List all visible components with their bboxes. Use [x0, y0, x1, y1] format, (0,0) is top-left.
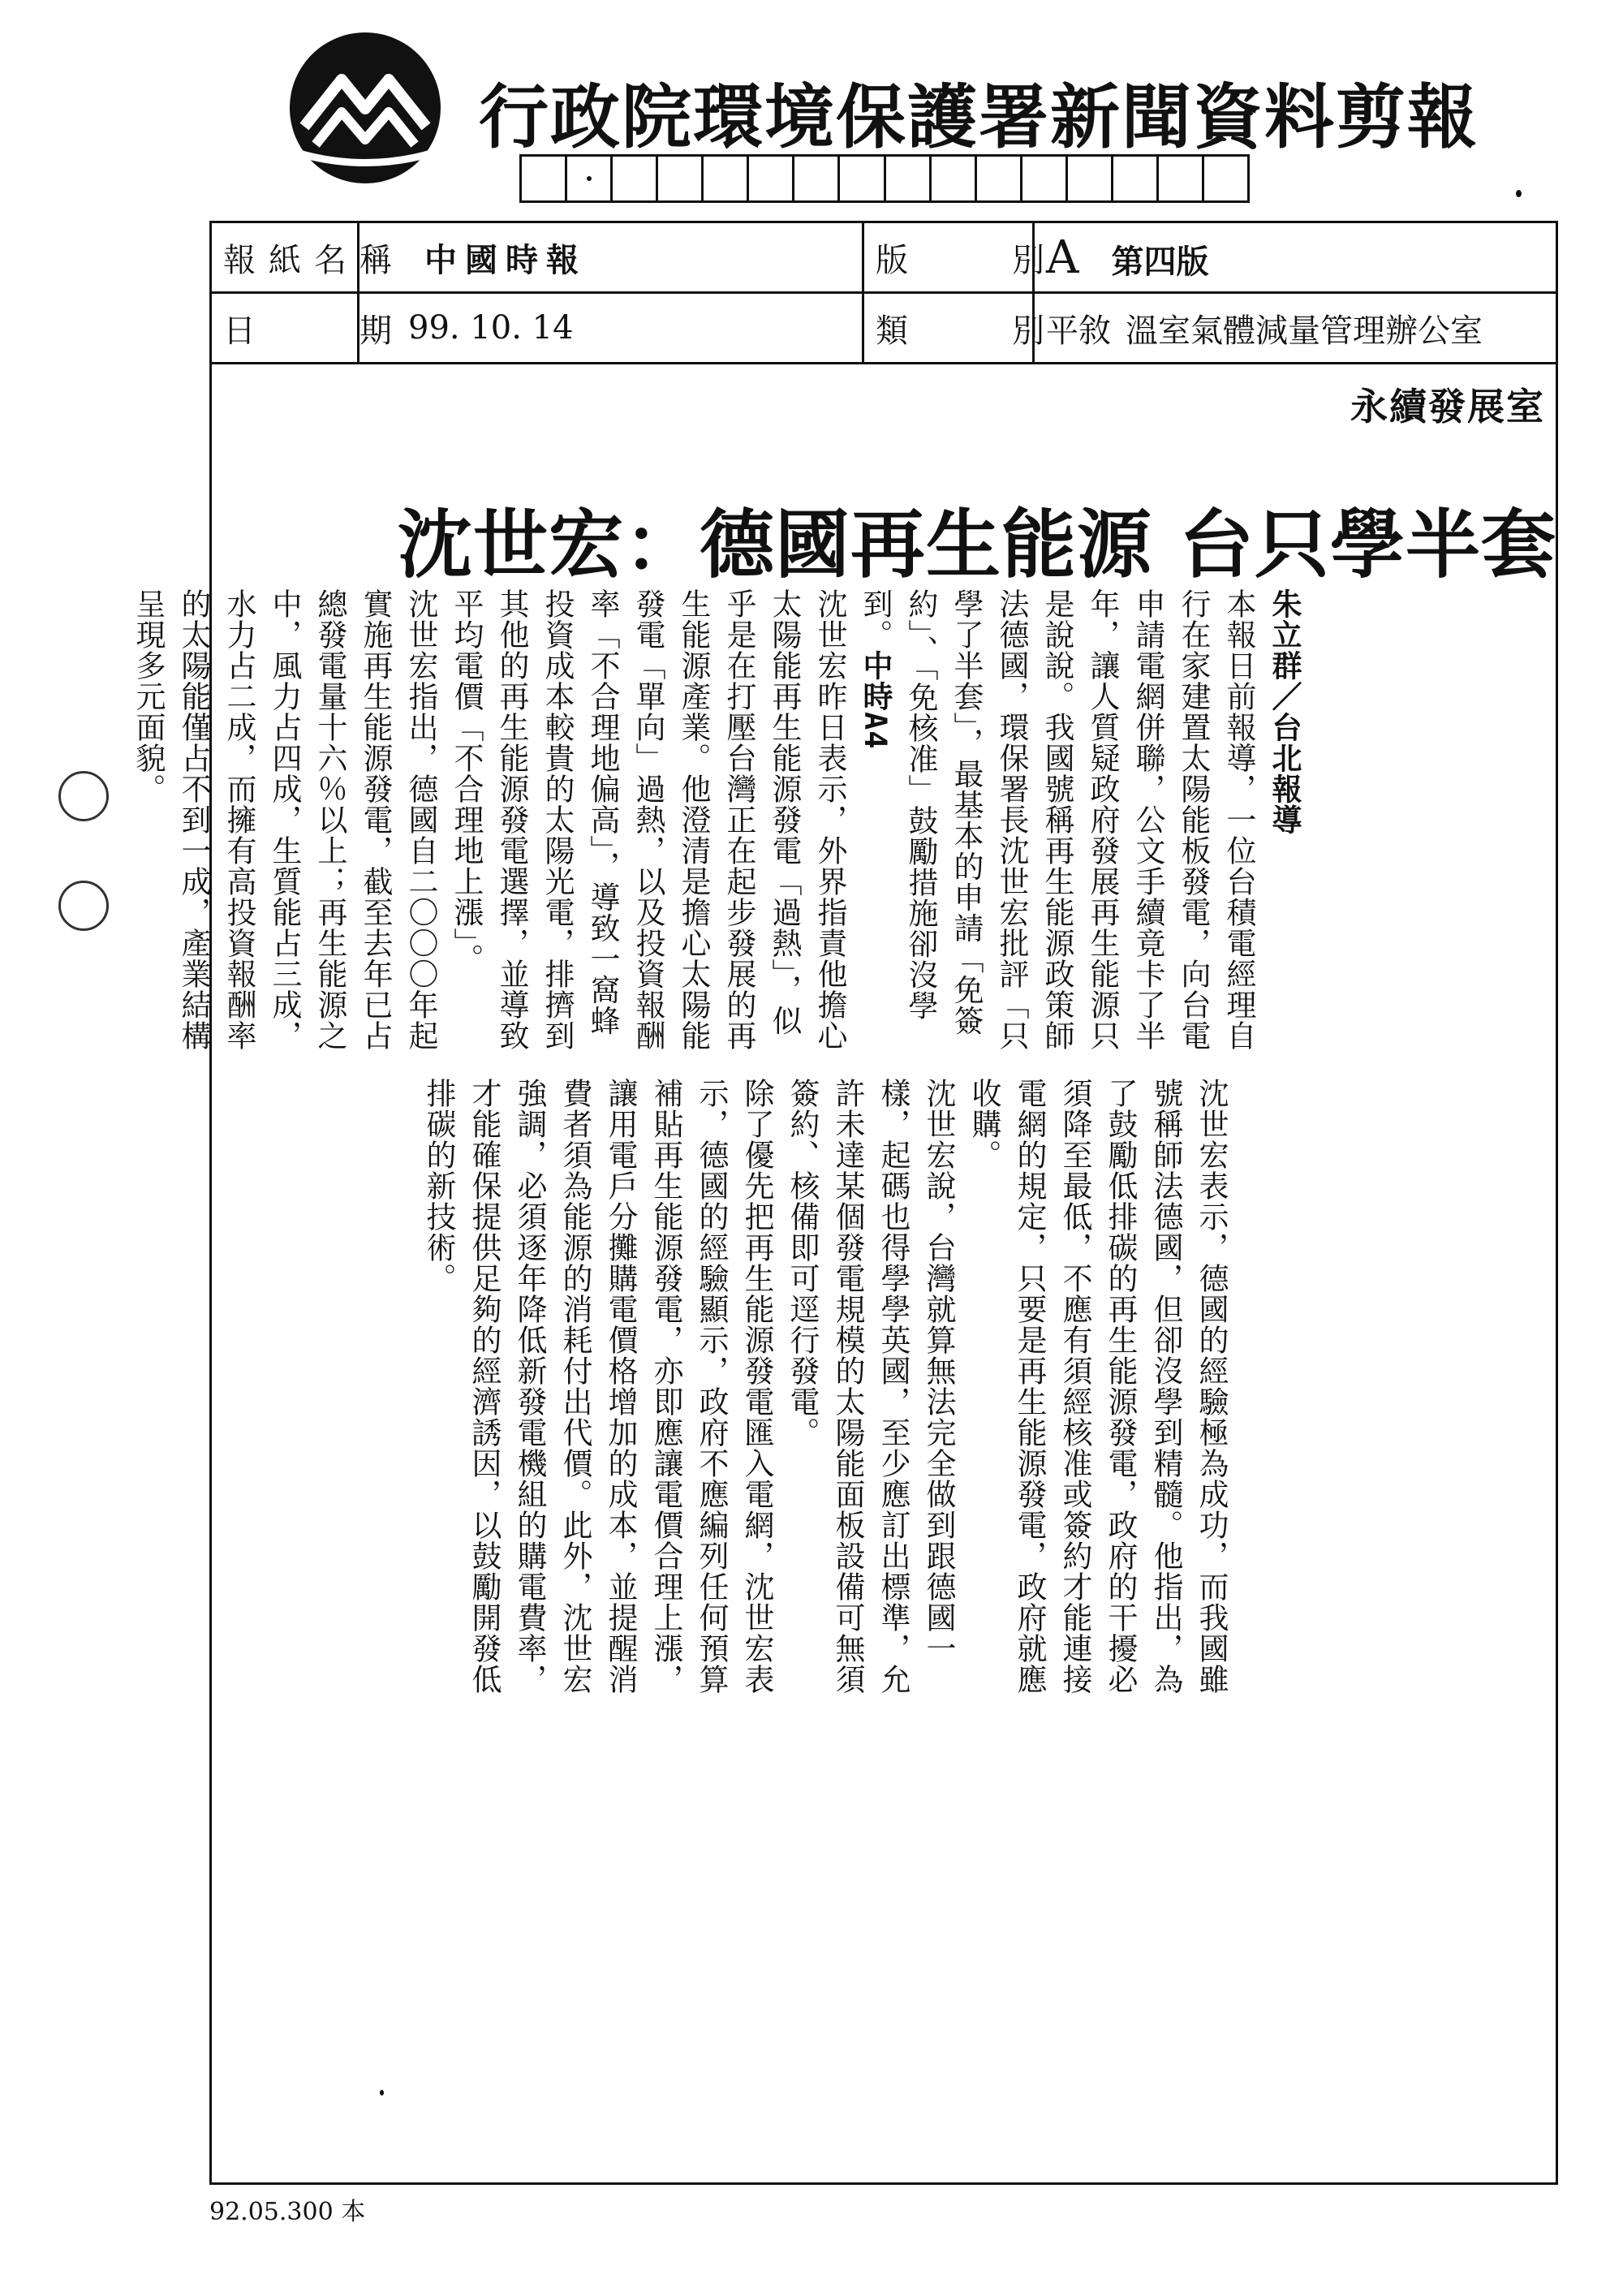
date-label: 日 期 — [211, 293, 359, 364]
code-box — [567, 157, 613, 200]
unit-tag: 永續發展室 — [1350, 385, 1545, 429]
article-paragraph: 本報日前報導，一位台積電經理自行在家建置太陽能板發電，向台電申請電網併聯，公文手續竟卡了半年，讓人質疑政府發展再生能源只是說說。我國號稱再生能源政策師法德國，環保署長沈世宏批評「只學了半套」，最基本的申請「免簽約」、「免核准」鼓勵措施卻沒學到。 — [858, 588, 1256, 1051]
article-paragraph: 沈世宏昨日表示，外界指責他擔心太陽能再生能源發電「過熱」，似乎是在打壓台灣正在起步發展的再生能源產業。他澄清是擔心太陽能發電「單向」過熱，以及投資報酬率「不合理地偏高」，導致一窩蜂投資成本較貴的太陽光電，排擠到其他的再生能源發電選擇，並導致平均電價「不合理地上漲」。 — [449, 588, 847, 1051]
article-paragraph: 沈世宏說，台灣就算無法完全做到跟德國一樣，起碼也得學學英國，至少應訂出標準，允許未達某個發電規模的太陽能面板設備可無須簽約、核備即可逕行發電。 — [785, 1078, 956, 1695]
code-box — [658, 157, 704, 200]
code-box — [522, 157, 567, 200]
handwritten-note: 中時A4 — [858, 650, 893, 750]
punch-hole — [58, 771, 109, 821]
category-label: 類 別 — [863, 293, 1034, 364]
article-paragraph: 沈世宏指出，德國自二〇〇〇年起實施再生能源發電，截至去年已占總發電量十六％以上；再生能源之中，風力占四成，生質能占三成，水力占二成，而擁有高投資報酬率的太陽能僅占不到一成，產業結構呈現多元面貌。 — [131, 588, 438, 1051]
code-box — [977, 157, 1022, 200]
section-value-cell — [1034, 222, 1557, 293]
meta-table — [209, 221, 1558, 364]
section-value: 第四版 — [1111, 242, 1209, 281]
epa-logo — [288, 31, 442, 185]
code-box — [749, 157, 794, 200]
article-block-lower — [308, 1078, 1233, 1695]
article-block-upper — [131, 588, 1307, 1055]
section-hand: A — [1046, 230, 1079, 284]
punch-hole — [58, 881, 109, 931]
code-box — [1113, 157, 1159, 200]
code-box — [1159, 157, 1204, 200]
article-paragraph: 除了優先把再生能源發電匯入電網，沈世宏表示，德國的經驗顯示，政府不應編列任何預算補貼再生能源發電，亦即應讓電價合理上漲，讓用電戶分攤購電價格增加的成本，並提醒消費者須為能源的消耗付出代價。此外，沈世宏強調，必須逐年降低新發電機組的購電費率，才能確保提供足夠的經濟誘因，以鼓勵開發低排碳的新技術。 — [421, 1078, 774, 1695]
agency-title: 行政院環境保護署新聞資料剪報 — [479, 77, 1479, 158]
section-label: 版 別 — [863, 222, 1034, 293]
category-value: 溫室氣體減量管理辦公室 — [1126, 312, 1483, 350]
form-code: 92.05.300 本 — [209, 2198, 366, 2226]
article-paragraph: 沈世宏表示，德國的經驗極為成功，而我國雖號稱師法德國，但卻沒學到精髓。他指出，為了鼓勵低排碳的再生能源發電，政府的干擾必須降至最低，不應有須經核准或簽約才能連接電網的規定，只要是再生能源發電，政府就應收購。 — [966, 1078, 1229, 1695]
scan-speck — [1516, 190, 1522, 197]
code-box — [704, 157, 749, 200]
category-value-cell — [1034, 293, 1557, 364]
paper-label: 報紙名稱 — [211, 222, 359, 293]
paper-value: 中國時報 — [359, 222, 863, 293]
code-boxes — [519, 154, 1250, 203]
category-type: 平敘 — [1046, 312, 1111, 350]
article-headline: 沈世宏：德國再生能源 台只學半套 — [398, 502, 1557, 588]
code-box — [1204, 157, 1247, 200]
date-value: 99. 10. 14 — [359, 293, 863, 364]
code-box — [1022, 157, 1068, 200]
article-byline: 朱立群／台北報導 — [1267, 588, 1302, 835]
code-box — [794, 157, 840, 200]
code-box — [1068, 157, 1113, 200]
code-box — [840, 157, 885, 200]
code-box — [886, 157, 932, 200]
code-box — [613, 157, 658, 200]
code-box — [932, 157, 977, 200]
